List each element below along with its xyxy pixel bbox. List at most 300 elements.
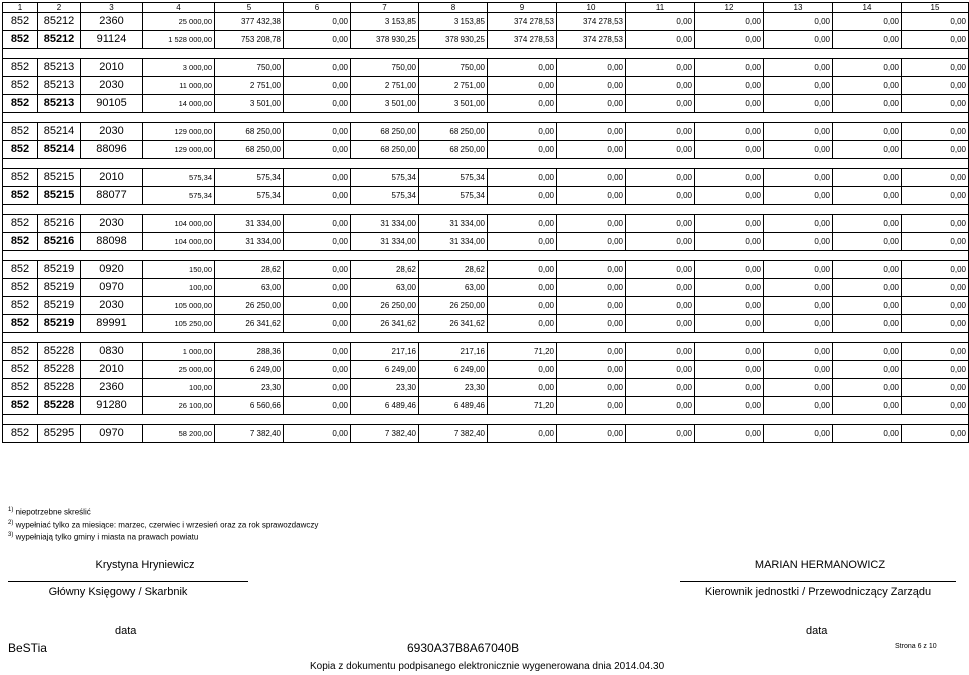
- table-cell: 575,34: [143, 187, 215, 205]
- table-cell: 0,00: [833, 77, 902, 95]
- table-cell: 0,00: [902, 187, 969, 205]
- table-cell: 0,00: [764, 279, 833, 297]
- table-cell: 85216: [38, 215, 81, 233]
- table-cell: 0,00: [764, 31, 833, 49]
- table-cell: 0,00: [833, 215, 902, 233]
- table-cell: 0,00: [557, 77, 626, 95]
- table-cell: 0,00: [764, 425, 833, 443]
- table-cell: 2030: [81, 215, 143, 233]
- table-row: [3, 279, 969, 297]
- table-cell: 85228: [38, 397, 81, 415]
- column-number: 12: [695, 3, 764, 13]
- table-cell: 85219: [38, 279, 81, 297]
- column-number: 6: [284, 3, 351, 13]
- table-cell: 31 334,00: [351, 233, 419, 251]
- table-cell: 0,00: [764, 187, 833, 205]
- table-cell: 14 000,00: [143, 95, 215, 113]
- table-cell: 0,00: [557, 169, 626, 187]
- table-cell: 68 250,00: [419, 123, 488, 141]
- table-cell: 88098: [81, 233, 143, 251]
- table-cell: 2 751,00: [419, 77, 488, 95]
- table-cell: 0,00: [557, 233, 626, 251]
- table-cell: 2030: [81, 297, 143, 315]
- table-cell: 0,00: [695, 187, 764, 205]
- table-cell: 0,00: [833, 187, 902, 205]
- column-number: 8: [419, 3, 488, 13]
- table-cell: 0,00: [695, 215, 764, 233]
- table-cell: 0,00: [626, 215, 695, 233]
- table-cell: 0,00: [833, 425, 902, 443]
- footnote-3: $^{3)}$ wypełniają tylko gminy i miasta na prawach powiatu: [8, 532, 199, 542]
- table-cell: 0,00: [284, 95, 351, 113]
- table-cell: 0,00: [488, 315, 557, 333]
- table-cell: 852: [3, 343, 38, 361]
- table-cell: 85228: [38, 343, 81, 361]
- table-cell: 85214: [38, 123, 81, 141]
- table-cell: 852: [3, 297, 38, 315]
- table-cell: 0,00: [284, 59, 351, 77]
- table-cell: 0,00: [557, 425, 626, 443]
- table-cell: 0,00: [764, 13, 833, 31]
- table-cell: 852: [3, 261, 38, 279]
- footnote-1: $^{1)}$ niepotrzebne skreślić: [8, 507, 91, 517]
- table-cell: 0,00: [488, 215, 557, 233]
- table-cell: 0,00: [284, 77, 351, 95]
- table-cell: 3 501,00: [419, 95, 488, 113]
- table-cell: 0,00: [488, 279, 557, 297]
- table-row: [3, 215, 969, 233]
- table-cell: 0,00: [284, 215, 351, 233]
- group-separator: [3, 205, 969, 215]
- table-cell: 0920: [81, 261, 143, 279]
- table-cell: 28,62: [215, 261, 284, 279]
- table-cell: 0,00: [626, 141, 695, 159]
- table-cell: 3 501,00: [215, 95, 284, 113]
- table-cell: 0,00: [557, 59, 626, 77]
- table-cell: 0,00: [764, 361, 833, 379]
- table-cell: 575,34: [419, 169, 488, 187]
- table-cell: 0,00: [488, 425, 557, 443]
- table-cell: 129 000,00: [143, 123, 215, 141]
- table-cell: 575,34: [351, 187, 419, 205]
- table-cell: 0,00: [833, 315, 902, 333]
- table-row: [3, 261, 969, 279]
- table-cell: 0,00: [557, 315, 626, 333]
- table-cell: 6 489,46: [419, 397, 488, 415]
- table-cell: 0,00: [695, 169, 764, 187]
- table-cell: 0,00: [833, 141, 902, 159]
- table-cell: 0,00: [695, 361, 764, 379]
- group-separator: [3, 159, 969, 169]
- table-cell: 0,00: [284, 425, 351, 443]
- table-cell: 2360: [81, 13, 143, 31]
- table-cell: 0,00: [695, 379, 764, 397]
- table-row: [3, 59, 969, 77]
- table-cell: 91124: [81, 31, 143, 49]
- separator-cell: [3, 251, 969, 261]
- table-cell: 0,00: [764, 95, 833, 113]
- table-cell: 0,00: [284, 31, 351, 49]
- budget-table: [2, 2, 969, 443]
- table-cell: 0,00: [626, 397, 695, 415]
- table-cell: 0,00: [626, 279, 695, 297]
- table-cell: 0,00: [695, 31, 764, 49]
- table-cell: 0,00: [488, 187, 557, 205]
- table-cell: 7 382,40: [351, 425, 419, 443]
- group-separator: [3, 49, 969, 59]
- table-cell: 71,20: [488, 397, 557, 415]
- table-row-total: [3, 233, 969, 251]
- table-cell: 374 278,53: [557, 13, 626, 31]
- table-row-total: [3, 141, 969, 159]
- table-cell: 0,00: [284, 169, 351, 187]
- table-cell: 0,00: [833, 13, 902, 31]
- date-label-left: data: [115, 625, 137, 637]
- table-cell: 852: [3, 379, 38, 397]
- table-cell: 0,00: [695, 261, 764, 279]
- table-row: [3, 343, 969, 361]
- table-cell: 85219: [38, 297, 81, 315]
- table-cell: 852: [3, 233, 38, 251]
- table-cell: 0970: [81, 279, 143, 297]
- table-cell: 31 334,00: [215, 233, 284, 251]
- table-cell: 26 341,62: [419, 315, 488, 333]
- table-cell: 90105: [81, 95, 143, 113]
- table-cell: 852: [3, 141, 38, 159]
- table-cell: 753 208,78: [215, 31, 284, 49]
- table-cell: 6 249,00: [351, 361, 419, 379]
- table-cell: 0,00: [902, 31, 969, 49]
- table-cell: 85213: [38, 77, 81, 95]
- table-cell: 0,00: [833, 95, 902, 113]
- table-cell: 3 153,85: [419, 13, 488, 31]
- table-cell: 0,00: [902, 169, 969, 187]
- table-cell: 2 751,00: [351, 77, 419, 95]
- table-cell: 85212: [38, 31, 81, 49]
- table-cell: 2030: [81, 123, 143, 141]
- table-cell: 852: [3, 315, 38, 333]
- table-cell: 0,00: [833, 169, 902, 187]
- table-cell: 0,00: [764, 77, 833, 95]
- table-cell: 0,00: [833, 343, 902, 361]
- table-row: [3, 169, 969, 187]
- group-separator: [3, 113, 969, 123]
- table-cell: 0,00: [902, 425, 969, 443]
- table-cell: 0,00: [557, 215, 626, 233]
- table-cell: 0,00: [284, 397, 351, 415]
- table-cell: 0,00: [902, 279, 969, 297]
- accountant-role: Główny Księgowy / Skarbnik: [48, 586, 188, 598]
- manager-name: MARIAN HERMANOWICZ: [754, 559, 886, 571]
- table-cell: 0,00: [557, 123, 626, 141]
- table-cell: 852: [3, 187, 38, 205]
- table-cell: 28,62: [351, 261, 419, 279]
- table-cell: 31 334,00: [215, 215, 284, 233]
- table-cell: 0,00: [284, 297, 351, 315]
- table-cell: 0,00: [764, 261, 833, 279]
- table-cell: 71,20: [488, 343, 557, 361]
- table-cell: 2360: [81, 379, 143, 397]
- table-cell: 0,00: [833, 31, 902, 49]
- table-cell: 0,00: [626, 169, 695, 187]
- separator-cell: [3, 205, 969, 215]
- table-cell: 0,00: [626, 31, 695, 49]
- table-cell: 25 000,00: [143, 13, 215, 31]
- table-row: [3, 13, 969, 31]
- table-cell: 150,00: [143, 261, 215, 279]
- table-cell: 0,00: [626, 361, 695, 379]
- table-cell: 6 560,66: [215, 397, 284, 415]
- table-cell: 0,00: [833, 397, 902, 415]
- table-cell: 0,00: [557, 379, 626, 397]
- table-cell: 217,16: [351, 343, 419, 361]
- table-cell: 0,00: [284, 141, 351, 159]
- table-cell: 374 278,53: [557, 31, 626, 49]
- table-cell: 750,00: [351, 59, 419, 77]
- table-cell: 0,00: [695, 77, 764, 95]
- table-cell: 575,34: [215, 169, 284, 187]
- column-number: 5: [215, 3, 284, 13]
- table-cell: 0,00: [695, 425, 764, 443]
- table-cell: 105 000,00: [143, 297, 215, 315]
- column-number: 7: [351, 3, 419, 13]
- table-cell: 0,00: [626, 233, 695, 251]
- separator-cell: [3, 49, 969, 59]
- table-cell: 852: [3, 169, 38, 187]
- table-cell: 575,34: [419, 187, 488, 205]
- table-row: [3, 297, 969, 315]
- table-cell: 0,00: [284, 361, 351, 379]
- table-cell: 0,00: [764, 233, 833, 251]
- table-cell: 0,00: [284, 123, 351, 141]
- table-cell: 0,00: [557, 397, 626, 415]
- table-cell: 0,00: [488, 123, 557, 141]
- table-cell: 0,00: [764, 169, 833, 187]
- separator-cell: [3, 159, 969, 169]
- table-cell: 0,00: [557, 187, 626, 205]
- table-row-total: [3, 31, 969, 49]
- table-cell: 3 501,00: [351, 95, 419, 113]
- table-cell: 26 341,62: [215, 315, 284, 333]
- table-cell: 0,00: [488, 233, 557, 251]
- table-cell: 0,00: [764, 141, 833, 159]
- table-cell: 0,00: [626, 123, 695, 141]
- table-cell: 100,00: [143, 279, 215, 297]
- table-cell: 852: [3, 31, 38, 49]
- table-cell: 2 751,00: [215, 77, 284, 95]
- table-cell: 7 382,40: [419, 425, 488, 443]
- table-cell: 85228: [38, 379, 81, 397]
- table-row-total: [3, 95, 969, 113]
- table-cell: 26 250,00: [215, 297, 284, 315]
- date-label-right: data: [806, 625, 828, 637]
- table-cell: 0,00: [695, 279, 764, 297]
- table-cell: 0,00: [557, 261, 626, 279]
- table-cell: 2010: [81, 169, 143, 187]
- table-cell: 0,00: [488, 141, 557, 159]
- table-cell: 0,00: [488, 169, 557, 187]
- table-cell: 0,00: [626, 261, 695, 279]
- table-cell: 23,30: [215, 379, 284, 397]
- table-cell: 2010: [81, 361, 143, 379]
- table-cell: 25 000,00: [143, 361, 215, 379]
- table-cell: 750,00: [215, 59, 284, 77]
- table-cell: 0,00: [626, 425, 695, 443]
- table-cell: 0,00: [488, 59, 557, 77]
- table-cell: 0,00: [695, 397, 764, 415]
- table-cell: 0,00: [488, 379, 557, 397]
- table-cell: 0,00: [902, 361, 969, 379]
- table-cell: 0,00: [902, 315, 969, 333]
- manager-role: Kierownik jednostki / Przewodniczący Zarządu: [704, 586, 932, 598]
- table-cell: 0,00: [764, 397, 833, 415]
- table-cell: 0,00: [695, 233, 764, 251]
- table-cell: 0,00: [902, 343, 969, 361]
- table-cell: 852: [3, 215, 38, 233]
- table-cell: 0,00: [488, 261, 557, 279]
- table-cell: 2010: [81, 59, 143, 77]
- accountant-signature-line: [8, 581, 248, 582]
- table-cell: 852: [3, 77, 38, 95]
- table-cell: 0,00: [902, 13, 969, 31]
- table-cell: 0,00: [488, 77, 557, 95]
- table-cell: 26 100,00: [143, 397, 215, 415]
- table-cell: 0,00: [902, 297, 969, 315]
- table-cell: 0,00: [902, 95, 969, 113]
- table-cell: 0,00: [902, 123, 969, 141]
- table-cell: 0,00: [902, 141, 969, 159]
- table-cell: 0,00: [626, 187, 695, 205]
- table-cell: 63,00: [419, 279, 488, 297]
- table-cell: 7 382,40: [215, 425, 284, 443]
- table-cell: 0,00: [626, 95, 695, 113]
- table-cell: 0,00: [764, 59, 833, 77]
- table-cell: 0,00: [695, 141, 764, 159]
- table-cell: 100,00: [143, 379, 215, 397]
- table-cell: 374 278,53: [488, 13, 557, 31]
- table-cell: 85228: [38, 361, 81, 379]
- table-cell: 23,30: [419, 379, 488, 397]
- table-cell: 0,00: [695, 343, 764, 361]
- table-cell: 575,34: [143, 169, 215, 187]
- table-cell: 0,00: [764, 379, 833, 397]
- column-number: 10: [557, 3, 626, 13]
- column-number: 14: [833, 3, 902, 13]
- table-cell: 0,00: [764, 215, 833, 233]
- table-cell: 85213: [38, 59, 81, 77]
- table-cell: 85295: [38, 425, 81, 443]
- table-cell: 0,00: [488, 361, 557, 379]
- table-cell: 0,00: [902, 215, 969, 233]
- table-cell: 0,00: [284, 233, 351, 251]
- table-cell: 0,00: [284, 13, 351, 31]
- table-cell: 0,00: [902, 77, 969, 95]
- table-cell: 852: [3, 279, 38, 297]
- table-cell: 288,36: [215, 343, 284, 361]
- table-cell: 129 000,00: [143, 141, 215, 159]
- table-cell: 0,00: [833, 379, 902, 397]
- table-cell: 852: [3, 59, 38, 77]
- column-number: 15: [902, 3, 969, 13]
- table-cell: 0,00: [695, 13, 764, 31]
- table-cell: 104 000,00: [143, 215, 215, 233]
- table-cell: 0,00: [557, 279, 626, 297]
- table-cell: 0,00: [902, 379, 969, 397]
- table-cell: 31 334,00: [419, 233, 488, 251]
- table-row: [3, 425, 969, 443]
- table-cell: 0,00: [626, 13, 695, 31]
- table-cell: 68 250,00: [215, 141, 284, 159]
- table-cell: 0,00: [284, 343, 351, 361]
- table-cell: 0,00: [284, 379, 351, 397]
- table-cell: 88077: [81, 187, 143, 205]
- table-cell: 0,00: [284, 261, 351, 279]
- table-cell: 0,00: [284, 315, 351, 333]
- table-cell: 0,00: [695, 59, 764, 77]
- table-cell: 91280: [81, 397, 143, 415]
- table-cell: 0,00: [833, 361, 902, 379]
- table-cell: 85212: [38, 13, 81, 31]
- table-cell: 575,34: [351, 169, 419, 187]
- table-row-total: [3, 187, 969, 205]
- footnotes: [8, 505, 318, 543]
- group-separator: [3, 415, 969, 425]
- table-cell: 0,00: [764, 343, 833, 361]
- table-cell: 3 000,00: [143, 59, 215, 77]
- table-cell: 2030: [81, 77, 143, 95]
- table-cell: 0,00: [833, 233, 902, 251]
- table-cell: 26 341,62: [351, 315, 419, 333]
- table-cell: 217,16: [419, 343, 488, 361]
- table-row-total: [3, 397, 969, 415]
- table-row: [3, 123, 969, 141]
- manager-signature-line: [680, 581, 956, 582]
- table-cell: 0,00: [764, 123, 833, 141]
- table-cell: 378 930,25: [351, 31, 419, 49]
- table-cell: 23,30: [351, 379, 419, 397]
- table-cell: 1 000,00: [143, 343, 215, 361]
- table-cell: 68 250,00: [351, 123, 419, 141]
- table-cell: 6 249,00: [419, 361, 488, 379]
- table-cell: 85219: [38, 261, 81, 279]
- table-cell: 378 930,25: [419, 31, 488, 49]
- column-number: 1: [3, 3, 38, 13]
- table-cell: 852: [3, 13, 38, 31]
- table-cell: 63,00: [215, 279, 284, 297]
- table-cell: 0,00: [488, 95, 557, 113]
- table-cell: 852: [3, 425, 38, 443]
- separator-cell: [3, 333, 969, 343]
- table-cell: 0,00: [626, 379, 695, 397]
- table-cell: 0,00: [626, 297, 695, 315]
- table-row-total: [3, 315, 969, 333]
- table-cell: 68 250,00: [419, 141, 488, 159]
- table-cell: 89991: [81, 315, 143, 333]
- table-cell: 26 250,00: [351, 297, 419, 315]
- table-cell: 0,00: [695, 297, 764, 315]
- table-cell: 852: [3, 397, 38, 415]
- table-cell: 85216: [38, 233, 81, 251]
- table-cell: 85215: [38, 187, 81, 205]
- table-cell: 0,00: [284, 279, 351, 297]
- separator-cell: [3, 113, 969, 123]
- table-cell: 374 278,53: [488, 31, 557, 49]
- table-cell: 0,00: [557, 297, 626, 315]
- table-cell: 104 000,00: [143, 233, 215, 251]
- brand-label: BeSTia: [8, 641, 47, 655]
- table-cell: 0,00: [833, 123, 902, 141]
- column-number-header: [3, 3, 969, 13]
